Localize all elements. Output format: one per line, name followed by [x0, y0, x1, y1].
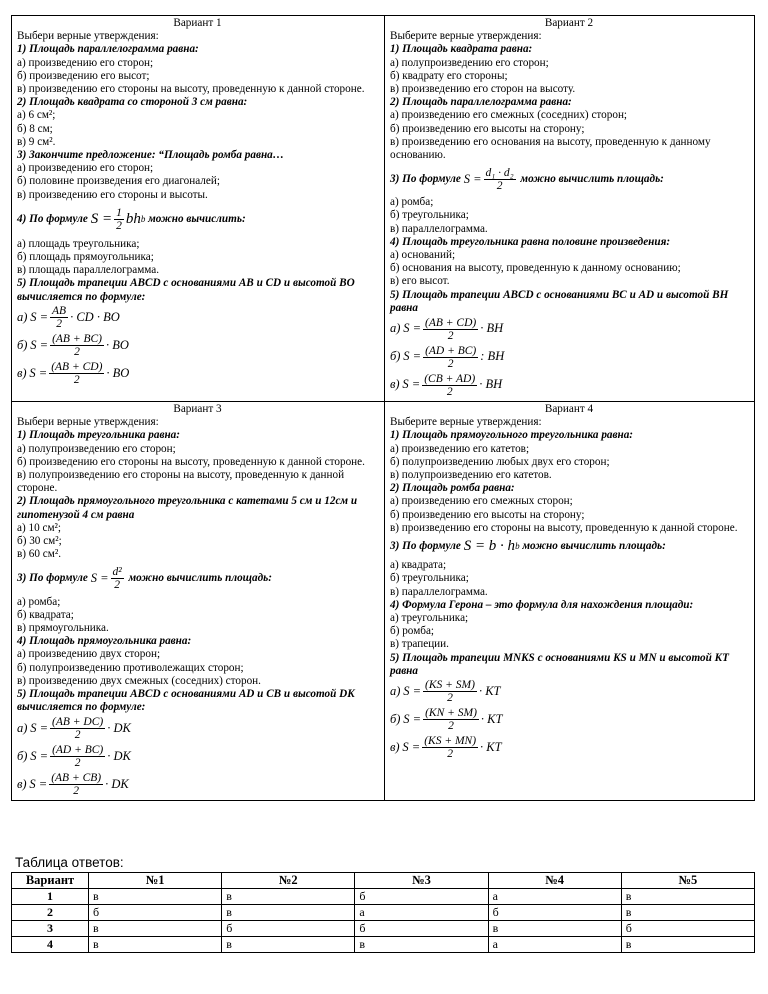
option-a: а) треугольника; — [390, 611, 469, 624]
fraction-denominator: 2 — [74, 756, 81, 769]
question-3: 3) Закончите предложение: “Площадь ромба равна… — [17, 149, 284, 162]
option-a: а) 6 см²; — [17, 109, 56, 122]
instructions: Выбери верные утверждения: — [17, 30, 159, 43]
option-label: в) — [17, 366, 27, 381]
option-label: б) — [17, 748, 28, 763]
formula-fraction — [423, 679, 477, 704]
question-3 — [390, 162, 748, 196]
formula-option-b — [390, 706, 748, 734]
option-a: а) произведению его смежных сторон; — [390, 495, 573, 508]
header-cell: Вариант — [12, 873, 89, 889]
option-b: б) площадь прямоугольника; — [17, 251, 154, 264]
option-b: б) 8 см; — [17, 122, 53, 135]
formula-fraction — [50, 716, 105, 741]
fraction-numerator: 1 — [116, 207, 122, 220]
fraction-numerator: (AB + BC) — [52, 333, 102, 346]
fraction-numerator: d² — [112, 566, 122, 578]
question-3 — [390, 535, 748, 559]
question-2: 2) Площадь прямоугольного треугольника с катетами 5 см и 12см и гипотенузой 4 см равна — [17, 495, 358, 521]
table-row — [12, 921, 755, 937]
option-c: в) трапеции. — [390, 638, 449, 651]
option-b: б) квадрату его стороны; — [390, 69, 508, 82]
option-a: а) полупроизведению его сторон; — [390, 56, 549, 69]
fraction-denominator: 2 — [73, 374, 80, 387]
variant-title: Вариант 1 — [173, 17, 222, 29]
variant-title: Вариант 2 — [544, 17, 594, 29]
formula-rhs: · KT — [480, 712, 503, 727]
answers-caption: Таблица ответов: — [15, 855, 124, 870]
instructions: Выберите верные утверждения: — [390, 30, 542, 43]
answer-cell: в — [488, 921, 621, 937]
formula-rhs: · DK — [105, 776, 129, 791]
formula-lhs: S = — [30, 338, 49, 353]
formula-option-a — [390, 678, 748, 706]
formula-option-a — [17, 304, 378, 332]
formula-option-b — [17, 332, 378, 360]
option-b: б) основания на высоту, проведенную к данному основанию; — [390, 262, 681, 275]
table-row — [12, 889, 755, 905]
fraction-numerator: (AD + BC) — [52, 743, 104, 756]
answer-cell: б — [222, 921, 355, 937]
formula-rhs: · DK — [107, 748, 131, 763]
answer-cell: а — [355, 905, 488, 921]
answer-cell: в — [355, 937, 488, 953]
option-c: в) полупроизведению его стороны на высоту, проведенную к данной стороне. — [17, 469, 345, 495]
question-4 — [17, 202, 378, 238]
option-c: в) произведению двух смежных (соседних) сторон. — [17, 674, 261, 687]
formula-option-b — [17, 742, 378, 770]
option-label: а) — [390, 684, 401, 699]
variant-3-cell — [12, 402, 385, 801]
answer-cell: в — [621, 889, 754, 905]
option-label: б) — [390, 349, 401, 364]
answer-cell: в — [222, 905, 355, 921]
question-2: 2) Площадь ромба равна: — [390, 482, 515, 495]
option-a: а) 10 см²; — [17, 521, 61, 534]
fraction-denominator: 2 — [448, 720, 454, 733]
formula-fraction — [484, 167, 516, 192]
option-b: б) произведению его высоты на сторону; — [390, 122, 585, 135]
table-row — [12, 905, 755, 921]
option-b: б) 30 см²; — [17, 535, 62, 548]
option-b: б) произведению его высот; — [17, 69, 150, 82]
formula-lhs: S = — [90, 211, 113, 228]
variant-1-cell — [12, 16, 385, 402]
question-4: 4) Площадь треугольника равна половине произведения: — [390, 235, 671, 248]
formula-fraction — [50, 333, 104, 358]
formula-fraction — [111, 566, 124, 591]
question-3-prefix: 3) По формуле — [390, 172, 461, 185]
fraction-numerator: AB — [52, 305, 67, 318]
instructions: Выберите верные утверждения: — [390, 416, 542, 429]
option-a: а) произведению его катетов; — [390, 442, 530, 455]
option-a: а) произведению его смежных (соседних) сторон; — [390, 109, 628, 122]
option-a: а) произведению его сторон; — [17, 162, 154, 175]
formula-rhs: · DK — [107, 720, 131, 735]
option-b: б) ромба; — [390, 625, 435, 638]
formula-fraction — [423, 317, 478, 342]
option-b: б) половине произведения его диагоналей; — [17, 175, 220, 188]
option-c: в) параллелограмма. — [390, 585, 488, 598]
answer-cell: б — [355, 889, 488, 905]
answer-cell: б — [621, 921, 754, 937]
formula-fraction — [423, 345, 478, 370]
formula-rhs: · CD · BO — [70, 310, 120, 325]
option-c: в) полупроизведению его катетов. — [390, 469, 552, 482]
answer-cell: в — [222, 937, 355, 953]
option-a: а) произведению двух сторон; — [17, 648, 161, 661]
formula-lhs: S = — [402, 377, 421, 392]
answers-header-row — [12, 873, 755, 889]
fraction-denominator: 2 — [74, 346, 80, 359]
formula-option-c — [390, 371, 748, 399]
header-cell: №3 — [355, 873, 488, 889]
question-1: 1) Площадь параллелограмма равна: — [17, 43, 199, 56]
header-cell: №2 — [222, 873, 355, 889]
fraction-denominator: 2 — [447, 692, 453, 705]
option-c: в) произведению его основания на высоту, проведенную к данному основанию. — [390, 135, 711, 162]
question-1: 1) Площадь треугольника равна: — [17, 429, 180, 442]
answer-cell: б — [355, 921, 488, 937]
header-cell: №4 — [488, 873, 621, 889]
fraction-denominator: 2 — [447, 329, 454, 342]
formula-subscript: b — [515, 541, 520, 552]
variant-number: 4 — [12, 937, 89, 953]
question-4-suffix: можно вычислить: — [148, 213, 246, 226]
option-a: а) полупроизведению его сторон; — [17, 442, 176, 455]
answer-cell: б — [488, 905, 621, 921]
answer-cell: а — [488, 937, 621, 953]
option-a: а) оснований; — [390, 249, 456, 262]
option-label: а) — [17, 720, 28, 735]
answers-table — [11, 872, 755, 953]
formula-lhs: S = — [403, 684, 422, 699]
option-b: б) произведению его стороны на высоту, проведенную к данной стороне. — [17, 455, 365, 468]
formula-option-a — [390, 315, 748, 343]
variant-4-cell — [385, 402, 755, 801]
fraction-numerator: (AB + CB) — [51, 771, 102, 784]
option-a: а) ромба; — [17, 595, 61, 608]
question-5: 5) Площадь трапеции ABCD с основаниями BC и AD и высотой BH равна — [390, 288, 729, 314]
fraction-numerator: (KS + SM) — [425, 679, 475, 692]
option-c: в) произведению его стороны и высоты. — [17, 188, 208, 201]
option-label: в) — [17, 776, 27, 791]
fraction-denominator: 2 — [116, 220, 122, 233]
formula-rhs: · BO — [106, 366, 130, 381]
fraction-numerator: (KN + SM) — [425, 707, 477, 720]
formula-fraction — [114, 207, 124, 232]
option-b: б) квадрата; — [17, 608, 74, 621]
question-1: 1) Площадь прямоугольного треугольника равна: — [390, 429, 634, 442]
formula-lhs: S = — [30, 748, 49, 763]
question-2: 2) Площадь квадрата со стороной 3 см равна: — [17, 96, 248, 109]
formula-rhs: · BH — [480, 321, 504, 336]
formula-rhs: · BO — [105, 338, 129, 353]
option-b: б) произведению его высоты на сторону; — [390, 508, 585, 521]
answer-cell: в — [89, 921, 222, 937]
fraction-numerator: d₁ · d₂ — [485, 166, 514, 179]
formula-rhs: · KT — [480, 740, 502, 755]
fraction-denominator: 2 — [56, 318, 62, 331]
answer-cell: в — [621, 905, 754, 921]
option-a: а) квадрата; — [390, 559, 447, 572]
formula-fraction — [50, 305, 68, 330]
option-c: в) 60 см². — [17, 548, 61, 561]
formula-lhs: S = — [90, 570, 109, 585]
option-c: в) произведению его сторон на высоту. — [390, 83, 576, 96]
formula-fraction — [422, 735, 478, 760]
option-b: б) полупроизведению любых двух его сторон; — [390, 455, 610, 468]
fraction-denominator: 2 — [73, 784, 80, 797]
answer-cell: в — [89, 937, 222, 953]
question-3-suffix: можно вычислить площадь: — [522, 540, 666, 553]
formula-rhs: · KT — [478, 684, 501, 699]
variant-number: 3 — [12, 921, 89, 937]
formula-option-c — [17, 360, 378, 388]
question-2: 2) Площадь параллелограмма равна: — [390, 96, 572, 109]
formula-lhs: S = — [29, 776, 48, 791]
fraction-denominator: 2 — [74, 728, 81, 741]
fraction-denominator: 2 — [446, 385, 453, 398]
question-5: 5) Площадь трапеции ABCD с основаниями AB и CD и высотой BO вычисляется по формуле: — [17, 277, 355, 303]
option-c: в) параллелограмма. — [390, 222, 488, 235]
formula-fraction — [423, 707, 479, 732]
question-4: 4) Площадь прямоугольника равна: — [17, 635, 192, 648]
formula-lhs: S = — [403, 321, 422, 336]
option-c: в) 9 см². — [17, 135, 56, 148]
option-label: б) — [390, 712, 401, 727]
option-b: б) полупроизведению противолежащих сторон; — [17, 661, 244, 674]
question-5: 5) Площадь трапеции MNKS с основаниями KS и MN и высотой KT равна — [390, 651, 729, 677]
option-c: в) произведению его стороны на высоту, проведенную к данной стороне. — [390, 521, 738, 534]
formula-option-b — [390, 343, 748, 371]
question-3-prefix: 3) По формуле — [390, 540, 461, 553]
formula-lhs: S = — [403, 349, 422, 364]
variant-title: Вариант 3 — [173, 403, 222, 416]
header-cell: №1 — [89, 873, 222, 889]
option-label: в) — [390, 740, 400, 755]
formula: S = b · h — [463, 538, 516, 555]
fraction-denominator: 2 — [447, 748, 453, 761]
option-a: а) площадь треугольника; — [17, 237, 140, 250]
formula-rhs: · BH — [479, 377, 503, 392]
formula-fraction — [49, 772, 103, 797]
fraction-numerator: (AB + DC) — [52, 715, 104, 728]
formula-lhs: S = — [30, 720, 49, 735]
test-variants-grid — [11, 15, 755, 801]
header-cell: №5 — [621, 873, 754, 889]
fraction-denominator: 2 — [447, 357, 454, 370]
formula-lhs: S = — [30, 310, 49, 325]
fraction-numerator: (KS + MN) — [424, 735, 477, 748]
option-a: а) ромба; — [390, 196, 434, 209]
question-1: 1) Площадь квадрата равна: — [390, 43, 533, 56]
fraction-denominator: 2 — [114, 579, 120, 591]
question-3-suffix: можно вычислить площадь: — [128, 571, 272, 584]
formula-fraction — [50, 744, 105, 769]
formula-rhs: : BH — [480, 349, 505, 364]
question-3-prefix: 3) По формуле — [17, 571, 88, 584]
formula-lhs: S = — [402, 740, 421, 755]
question-4-prefix: 4) По формуле — [17, 213, 88, 226]
table-row — [12, 937, 755, 953]
variant-2-cell — [385, 16, 755, 402]
option-label: а) — [17, 310, 28, 325]
variant-title: Вариант 4 — [544, 403, 594, 416]
answer-cell: в — [621, 937, 754, 953]
variant-number: 1 — [12, 889, 89, 905]
option-a: а) произведению его сторон; — [17, 56, 154, 69]
variant-number: 2 — [12, 905, 89, 921]
answer-cell: в — [89, 889, 222, 905]
formula-lhs: S = — [463, 171, 482, 186]
question-4: 4) Формула Герона – это формула для нахождения площади: — [390, 598, 694, 611]
fraction-numerator: (AB + CD) — [51, 361, 103, 374]
option-label: а) — [390, 321, 401, 336]
fraction-denominator: 2 — [496, 179, 503, 192]
option-c: в) прямоугольника. — [17, 621, 109, 634]
fraction-numerator: (CB + AD) — [424, 372, 476, 385]
option-label: б) — [17, 338, 28, 353]
answer-cell: в — [222, 889, 355, 905]
option-b: б) треугольника; — [390, 572, 469, 585]
formula-rhs: bh — [125, 211, 141, 228]
formula-option-a — [17, 714, 378, 742]
formula-option-c — [17, 770, 378, 798]
answer-cell: б — [89, 905, 222, 921]
formula-fraction — [422, 373, 477, 398]
answer-cell: а — [488, 889, 621, 905]
option-c: в) его высот. — [390, 275, 450, 288]
formula-lhs: S = — [403, 712, 422, 727]
fraction-numerator: (AB + CD) — [425, 316, 477, 329]
instructions: Выбери верные утверждения: — [17, 416, 159, 429]
formula-lhs: S = — [29, 366, 48, 381]
question-3-suffix: можно вычислить площадь: — [520, 172, 664, 185]
question-3 — [17, 562, 378, 596]
formula-subscript: b — [140, 214, 146, 225]
option-c: в) площадь параллелограмма. — [17, 264, 160, 277]
formula-fraction — [49, 361, 104, 386]
option-b: б) треугольника; — [390, 209, 469, 222]
option-label: в) — [390, 377, 400, 392]
option-c: в) произведению его стороны на высоту, проведенную к данной стороне. — [17, 83, 365, 96]
fraction-numerator: (AD + BC) — [425, 344, 477, 357]
question-5: 5) Площадь трапеции ABCD с основаниями AD и CB и высотой DK вычисляется по формуле: — [17, 687, 355, 714]
formula-option-c — [390, 734, 748, 762]
